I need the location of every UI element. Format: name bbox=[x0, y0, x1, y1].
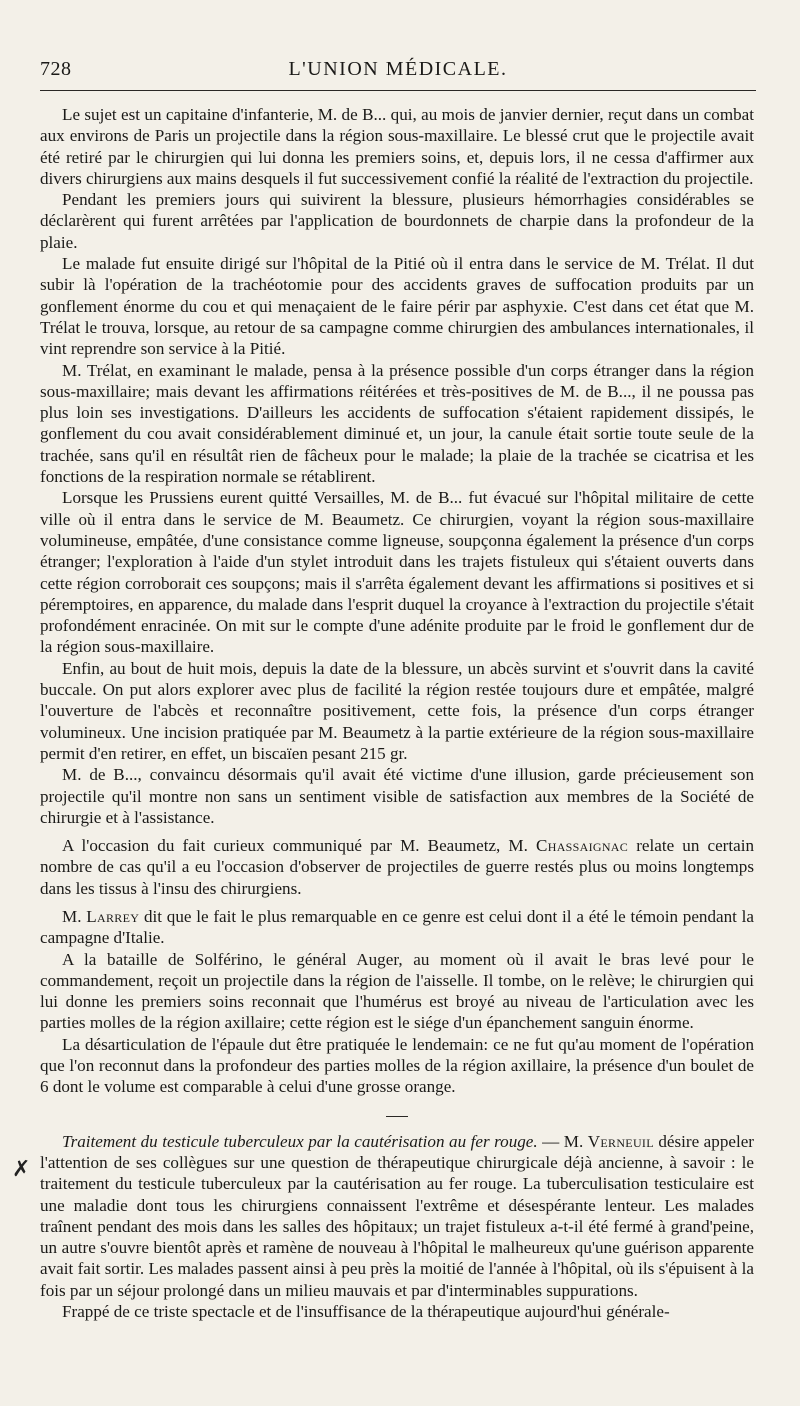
surgeon-name: Chassaignac bbox=[536, 836, 629, 856]
surgeon-name: Larrey bbox=[86, 906, 140, 926]
text: dit que le fait le plus remarquable en ce genre est celui dont il a été le témoin pendant la campagne d'Italie. bbox=[40, 906, 754, 948]
text: — M. bbox=[537, 1131, 588, 1151]
paragraph: M. de B..., convaincu désormais qu'il avait été victime d'une illusion, garde précieusement son projectile qu'il montre non sans un sentiment visible de satisfaction aux membres de la Société de chirurgie et à l'assistance. bbox=[40, 765, 754, 827]
text: désire appeler l'attention de ses collègues sur une question de thérapeutique chirurgicale déjà ancienne, à savoir : le traitement du testicule tuberculeux par la cautérisation au fer rouge. La tuberculisation testiculaire est une maladie dont tous les chirurgiens connaissent l'extrême et désespérante lenteur. Les malades traînent pendant des mois dans les salles des hôpitaux; un trajet fistuleux a-t-il été fermé à grand'peine, un autre s'ouvre bientôt après et ramène de nouveau à l'hôpital le malheureux qu'une guérison apparente avait fait sortir. Les malades passent ainsi à peu près la moitié de l'année à l'hôpital, où ils s'épuisent à la fois par un séjour prolongé dans un milieu mauvais et par d'interminables suppurations. bbox=[40, 1131, 754, 1300]
margin-mark: ✗ bbox=[12, 1156, 31, 1181]
paragraph: M. Trélat, en examinant le malade, pensa à la présence possible d'un corps étranger dans la région sous-maxillaire; mais devant les affirmations réitérées et très-positives de M. de B..., il ne poussa pas plus loin ses investigations. D'ailleurs les accidents de suffocation s'étaient rapidement dissipés, le gonflement du cou avait considérablement diminué et, un jour, la canule était sortie toute seule de la trachée, sans qu'il en résultât rien de fâcheux pour le malade; la plaie de la trachée se cicatrisa et les fonctions de la respiration normale se rétablirent. bbox=[40, 360, 754, 487]
text: relate un certain nombre de cas qu'il a eu l'occasion d'observer de projectiles de guerre restés plus ou moins longtemps dans les tissus à l'insu des chirurgiens. bbox=[40, 836, 754, 898]
section-separator bbox=[386, 1116, 408, 1117]
paragraph: Frappé de ce triste spectacle et de l'insuffisance de la thérapeutique aujourd'hui générale- bbox=[62, 1302, 670, 1322]
text: M. bbox=[62, 906, 87, 926]
article-body bbox=[40, 104, 754, 1322]
paragraph: Pendant les premiers jours qui suivirent la blessure, plusieurs hémorrhagies considérables se déclarèrent qui furent arrêtées par l'application de bourdonnets de charpie dans la profondeur de la plaie. bbox=[40, 190, 754, 252]
paragraph: La désarticulation de l'épaule dut être pratiquée le lendemain: ce ne fut qu'au moment de l'opération que l'on reconnut dans la profondeur des parties molles de la région axillaire, la présence d'un boulet de 6 dont le volume est comparable à celui d'une grosse orange. bbox=[40, 1034, 754, 1097]
paragraph: Lorsque les Prussiens eurent quitté Versailles, M. de B... fut évacué sur l'hôpital militaire de cette ville où il entra dans le service de M. Beaumetz. Ce chirurgien, voyant la région sous-maxillaire volumineuse, empâtée, d'une consistance comme ligneuse, soupçonna également la présence d'un corps étranger; l'exploration à l'aide d'un stylet introduit dans les trajets fistuleux qui s'étaient ouverts dans cette région corroborait ces soupçons; mais il s'arrêta également devant les affirmations si positives et si péremptoires, en apparence, du malade dans l'esprit duquel la croyance à l'extraction du projectile s'était profondément enracinée. On mit sur le compte d'une adénite produite par le froid le gonflement dur de la région sous-maxillaire. bbox=[40, 488, 754, 657]
paragraph-verneuil bbox=[40, 1131, 754, 1301]
paragraph: A la bataille de Solférino, le général Auger, au moment où il avait le bras levé pour le commandement, reçoit un projectile dans la région de l'aisselle. Il tombe, on le relève; le chirurgien qui lui donne les premiers soins reconnait que l'humérus est broyé au niveau de l'articulation avec les parties molles de la région axillaire; cette région est le siége d'un épanchement sanguin énorme. bbox=[40, 949, 754, 1033]
section-title: Traitement du testicule tuberculeux par la cautérisation au fer rouge. bbox=[62, 1131, 538, 1151]
running-title: L'UNION MÉDICALE. bbox=[288, 58, 508, 80]
paragraph-larrey bbox=[40, 906, 754, 949]
surgeon-name: Verneuil bbox=[587, 1131, 654, 1151]
paragraph: Le malade fut ensuite dirigé sur l'hôpital de la Pitié où il entra dans le service de M. Trélat. Il dut subir là l'opération de la trachéotomie pour des accidents graves de suffocation produits par un gonflement énorme du cou et qui menaçaient de le faire périr par asphyxie. C'est dans cet état que M. Trélat le trouva, lorsque, au retour de sa campagne comme chirurgien des ambulances internationales, il vint reprendre son service à la Pitié. bbox=[40, 254, 754, 359]
paragraph: Enfin, au bout de huit mois, depuis la date de la blessure, un abcès survint et s'ouvrit dans la cavité buccale. On put alors explorer avec plus de facilité la région restée toujours dure et empâtée, malgré l'ouverture de l'abcès et reconnaître positivement, cette fois, la présence d'un corps étranger volumineux. Une incision pratiquée par M. Beaumetz à la partie extérieure de la région sous-maxillaire permit d'en retirer, en effet, un biscaïen pesant 215 gr. bbox=[40, 658, 754, 763]
page-header bbox=[40, 58, 756, 91]
paragraph-chassaignac bbox=[40, 835, 754, 899]
page-number: 728 bbox=[40, 58, 72, 80]
paragraph: Le sujet est un capitaine d'infanterie, M. de B... qui, au mois de janvier dernier, reçut dans un combat aux environs de Paris un projectile dans la région sous-maxillaire. Le blessé crut que le projectile avait été retiré par le chirurgien qui lui donna les premiers soins, et, depuis lors, il ne cessa d'affirmer aux divers chirurgiens aux mains desquels il fut successivement confié la réalité de l'extraction du projectile. bbox=[40, 105, 754, 188]
text: A l'occasion du fait curieux communiqué par M. Beaumetz, M. bbox=[62, 836, 537, 856]
